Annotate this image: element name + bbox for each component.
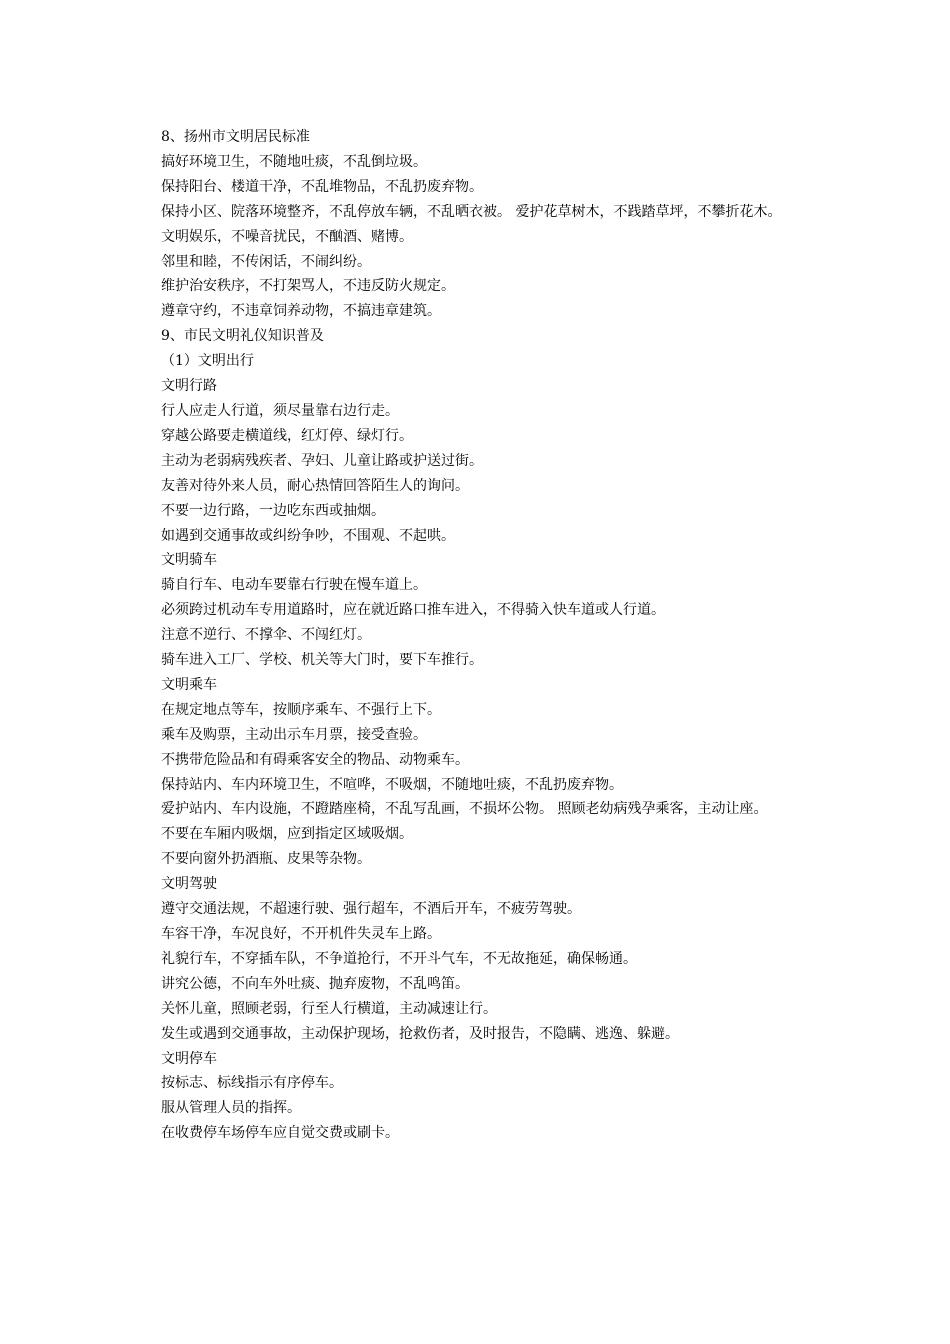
text-line: 礼貌行车，不穿插车队，不争道抢行，不开斗气车，不无故拖延，确保畅通。	[161, 950, 637, 967]
text-line: 如遇到交通事故或纠纷争吵，不围观、不起哄。	[161, 527, 455, 544]
text-paragraph: 爱护站内、车内设施，不蹬踏座椅，不乱写乱画，不损坏公物。 照顾老幼病残孕乘客，主动让座。	[161, 801, 768, 818]
topic-heading-cycling: 文明骑车	[161, 552, 217, 569]
text-line: 关怀儿童，照顾老弱，行至人行横道，主动减速让行。	[161, 1000, 497, 1017]
text-line: 保持站内、车内环境卫生，不喧哗，不吸烟，不随地吐痰，不乱扔废弃物。	[161, 776, 623, 793]
text-line: 行人应走人行道，须尽量靠右边行走。	[161, 402, 399, 419]
text-line: 维护治安秩序，不打架骂人，不违反防火规定。	[161, 278, 455, 295]
section-heading-8: 8、扬州市文明居民标准	[161, 129, 310, 145]
text-line: 车容干净，车况良好，不开机件失灵车上路。	[161, 926, 441, 942]
subsection-heading: （1）文明出行	[161, 353, 254, 370]
text-line: 不要一边行路，一边吃东西或抽烟。	[161, 502, 385, 519]
text-line: 友善对待外来人员，耐心热情回答陌生人的询问。	[161, 477, 469, 494]
topic-heading-parking: 文明停车	[161, 1050, 217, 1067]
text-line: 讲究公德，不向车外吐痰、抛弃废物，不乱鸣笛。	[161, 975, 469, 992]
text-line: 注意不逆行、不撑伞、不闯红灯。	[161, 627, 371, 644]
text-line: 遵守交通法规，不超速行驶、强行超车，不酒后开车，不疲劳驾驶。	[161, 901, 581, 918]
topic-heading-walking: 文明行路	[161, 378, 217, 395]
text-line: 保持阳台、楼道干净，不乱堆物品，不乱扔废弃物。	[161, 178, 483, 195]
text-line: 不要向窗外扔酒瓶、皮果等杂物。	[161, 851, 371, 868]
text-line: 乘车及购票，主动出示车月票，接受查验。	[161, 726, 427, 743]
text-line: 骑自行车、电动车要靠右行驶在慢车道上。	[161, 577, 427, 594]
text-line: 骑车进入工厂、学校、机关等大门时，要下车推行。	[161, 652, 483, 669]
text-line: 遵章守约，不违章饲养动物，不搞违章建筑。	[161, 303, 441, 320]
text-line: 服从管理人员的指挥。	[161, 1100, 301, 1117]
section-heading-9: 9、市民文明礼仪知识普及	[161, 328, 324, 345]
text-line: 搞好环境卫生，不随地吐痰，不乱倒垃圾。	[161, 153, 427, 170]
text-line: 文明娱乐，不噪音扰民，不酗酒、赌博。	[161, 228, 413, 245]
text-line: 主动为老弱病残疾者、孕妇、儿童让路或护送过街。	[161, 452, 483, 469]
topic-heading-driving: 文明驾驶	[161, 876, 217, 893]
text-paragraph: 保持小区、院落环境整齐，不乱停放车辆，不乱晒衣被。 爱护花草树木，不践踏草坪，不攀折花木。	[161, 203, 782, 220]
document-body	[145, 125, 810, 1146]
text-line: 穿越公路要走横道线，红灯停、绿灯行。	[161, 427, 413, 444]
text-line: 在规定地点等车，按顺序乘车、不强行上下。	[161, 701, 441, 718]
text-line: 不要在车厢内吸烟，应到指定区域吸烟。	[161, 826, 413, 843]
text-line: 在收费停车场停车应自觉交费或刷卡。	[161, 1125, 399, 1142]
text-line: 必须跨过机动车专用道路时，应在就近路口推车进入，不得骑入快车道或人行道。	[161, 602, 665, 619]
text-line: 发生或遇到交通事故，主动保护现场，抢救伤者，及时报告，不隐瞒、逃逸、躲避。	[161, 1025, 679, 1042]
topic-heading-riding: 文明乘车	[161, 676, 217, 693]
text-line: 邻里和睦，不传闲话，不闹纠纷。	[161, 253, 371, 270]
text-line: 不携带危险品和有碍乘客安全的物品、动物乘车。	[161, 751, 469, 768]
text-line: 按标志、标线指示有序停车。	[161, 1075, 343, 1092]
